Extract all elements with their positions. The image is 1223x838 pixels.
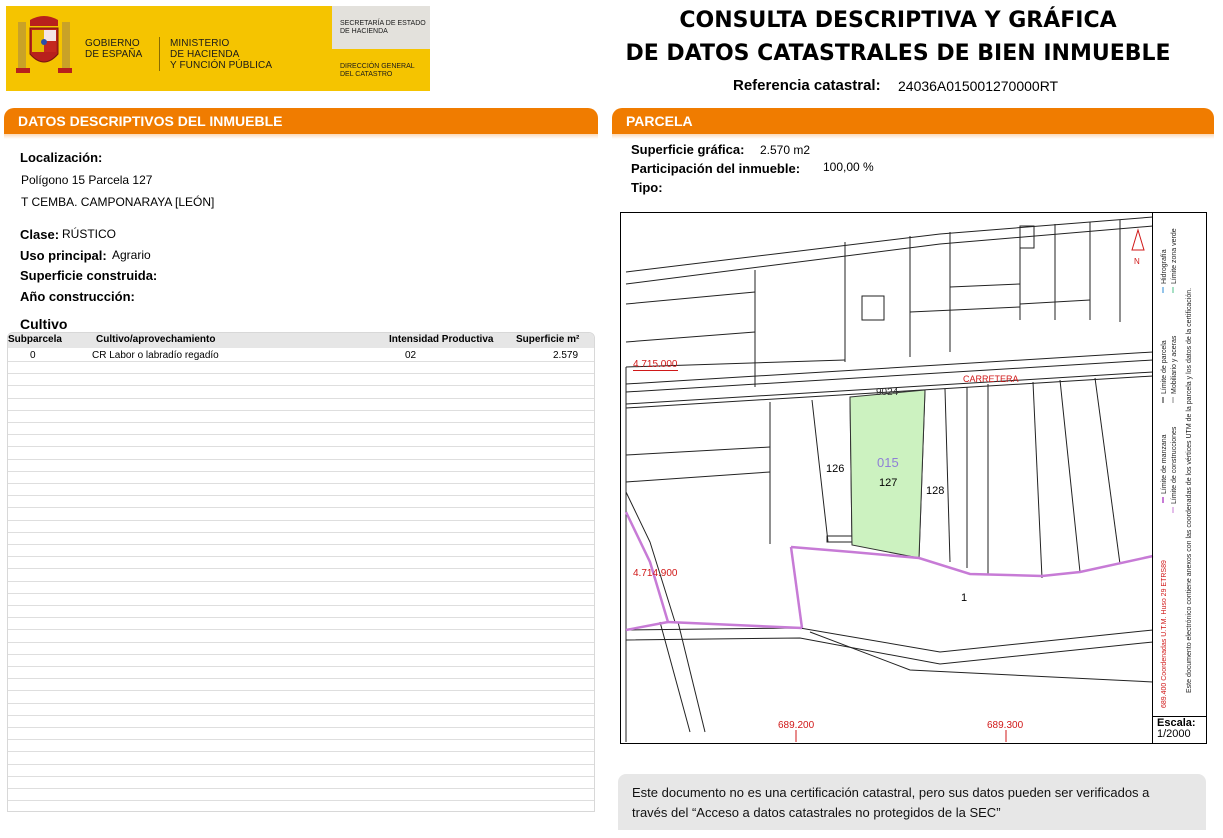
descriptive-section-header: DATOS DESCRIPTIVOS DEL INMUEBLE: [4, 108, 598, 134]
table-row-divider: [8, 703, 594, 704]
tipo-label: Tipo:: [631, 180, 663, 195]
table-row-divider: [8, 471, 594, 472]
table-row-divider: [8, 654, 594, 655]
direccion-text: DIRECCIÓN GENERAL DEL CATASTRO: [340, 63, 415, 78]
table-row-divider: [8, 776, 594, 777]
note-line2: través del “Acceso a datos catastrales no protegidos de la SEC”: [632, 805, 1001, 820]
section-shadow: [612, 134, 1214, 139]
th-subparcela: Subparcela: [8, 334, 62, 345]
table-row-divider: [8, 556, 594, 557]
localizacion-label: Localización:: [20, 150, 103, 165]
table-row-divider: [8, 483, 594, 484]
ref-catastral-label: Referencia catastral:: [733, 77, 881, 94]
localizacion-line1: Polígono 15 Parcela 127: [21, 173, 153, 187]
parcel-128-label: 128: [926, 485, 945, 497]
table-row-divider: [8, 361, 594, 362]
superficie-grafica-label: Superficie gráfica:: [631, 142, 745, 157]
road-label: CARRETERA: [963, 374, 1019, 384]
section-shadow: [4, 134, 598, 139]
parcel-1-label: 1: [961, 592, 968, 604]
table-row-divider: [8, 751, 594, 752]
table-row-divider: [8, 373, 594, 374]
note-line1: Este documento no es una certificación catastral, pero sus datos pueden ser verificados a: [632, 785, 1150, 800]
th-intensidad: Intensidad Productiva: [389, 334, 494, 345]
svg-text:Mobiliario y aceras: Mobiliario y aceras: [1171, 335, 1178, 394]
svg-text:Límite zona verde: Límite zona verde: [1171, 228, 1178, 284]
table-row-divider: [8, 690, 594, 691]
clase-label: Clase:: [20, 227, 60, 242]
ref-catastral-value: 24036A015001270000RT: [898, 78, 1059, 94]
table-row-divider: [8, 581, 594, 582]
escala-value: 1/2000: [1157, 728, 1191, 740]
cultivo-table: [7, 332, 595, 812]
escala-label: Escala:: [1157, 717, 1196, 729]
verification-note: [618, 774, 1206, 830]
table-row-divider: [8, 532, 594, 533]
escala-box: [1153, 716, 1207, 745]
ministerio-text: MINISTERIO DE HACIENDA Y FUNCIÓN PÚBLICA: [170, 38, 273, 71]
uso-value: Agrario: [112, 248, 151, 262]
table-row-divider: [8, 422, 594, 423]
page-title-line2: DE DATOS CATASTRALES DE BIEN INMUEBLE: [625, 41, 1171, 66]
table-row-divider: [8, 739, 594, 740]
coord-y-top: 4.715.000: [633, 359, 678, 370]
table-row-divider: [8, 642, 594, 643]
table-row-divider: [8, 715, 594, 716]
legend-note-text: Este documento electrónico contiene anexos con las coordenadas de los vértices UTM de la parcela y los datos de la certificación.: [1186, 287, 1193, 693]
localizacion-line2: T CEMBA. CAMPONARAYA [LEÓN]: [21, 195, 215, 209]
table-row-divider: [8, 434, 594, 435]
superficie-construida-label: Superficie construida:: [20, 268, 158, 283]
table-row-divider: [8, 507, 594, 508]
parcel-127-label: 127: [879, 477, 898, 489]
clase-value: RÚSTICO: [62, 227, 116, 241]
table-row-divider: [8, 727, 594, 728]
secretaria-text: SECRETARÍA DE ESTADO DE HACIENDA: [340, 20, 426, 35]
parcela-section-header: PARCELA: [612, 108, 1214, 134]
cell-cultivo: CR Labor o labradío regadío: [92, 350, 219, 361]
cell-superficie: 2.579: [553, 350, 579, 361]
svg-text:Hidrografía: Hidrografía: [1161, 249, 1168, 284]
cell-intensidad: 02: [405, 350, 417, 361]
table-row-divider: [8, 617, 594, 618]
table-row-divider: [8, 593, 594, 594]
cadastral-map-drawing: [620, 212, 1207, 744]
cell-subparcela: 0: [30, 350, 36, 361]
table-row-divider: [8, 800, 594, 801]
table-row-divider: [8, 666, 594, 667]
table-row-divider: [8, 410, 594, 411]
logo-divider: [159, 37, 160, 71]
coord-x-right: 689.300: [987, 720, 1024, 731]
th-superficie: Superficie m²: [516, 334, 580, 345]
table-row-divider: [8, 495, 594, 496]
parcel-126-label: 126: [826, 463, 845, 475]
table-row-divider: [8, 629, 594, 630]
coord-y-bottom: 4.714.900: [633, 568, 678, 579]
participacion-value: 100,00 %: [823, 160, 874, 174]
svg-text:Límite de construcciones: Límite de construcciones: [1171, 426, 1178, 504]
page-title-line1: CONSULTA DESCRIPTIVA Y GRÁFICA: [679, 8, 1117, 33]
table-row-divider: [8, 568, 594, 569]
uso-label: Uso principal:: [20, 248, 107, 263]
table-row-divider: [8, 398, 594, 399]
svg-text:Límite de parcela: Límite de parcela: [1161, 340, 1168, 394]
coat-of-arms-icon: [14, 12, 74, 78]
gobierno-text: GOBIERNO DE ESPAÑA: [85, 38, 143, 60]
table-row-divider: [8, 544, 594, 545]
map-legend: [1153, 213, 1206, 716]
table-row-divider: [8, 446, 594, 447]
table-row-divider: [8, 788, 594, 789]
anio-construccion-label: Año construcción:: [20, 289, 135, 304]
poligono-label: 015: [877, 455, 899, 470]
legend-coords-text: 689.400 Coordenadas U.T.M. Huso 29 ETRS89: [1161, 560, 1168, 708]
table-row-divider: [8, 605, 594, 606]
table-row-divider: [8, 764, 594, 765]
svg-text:Límite de manzana: Límite de manzana: [1161, 434, 1168, 494]
table-row-divider: [8, 385, 594, 386]
coord-x-left: 689.200: [778, 720, 815, 731]
svg-text:N: N: [1134, 257, 1140, 266]
road-number: 9024: [876, 387, 899, 398]
superficie-grafica-value: 2.570 m2: [760, 143, 811, 157]
cultivo-label: Cultivo: [20, 316, 68, 332]
participacion-label: Participación del inmueble:: [631, 161, 801, 176]
th-cultivo: Cultivo/aprovechamiento: [96, 334, 216, 345]
north-arrow-icon: [1132, 230, 1144, 266]
table-row-divider: [8, 678, 594, 679]
table-row-divider: [8, 520, 594, 521]
table-row-divider: [8, 459, 594, 460]
